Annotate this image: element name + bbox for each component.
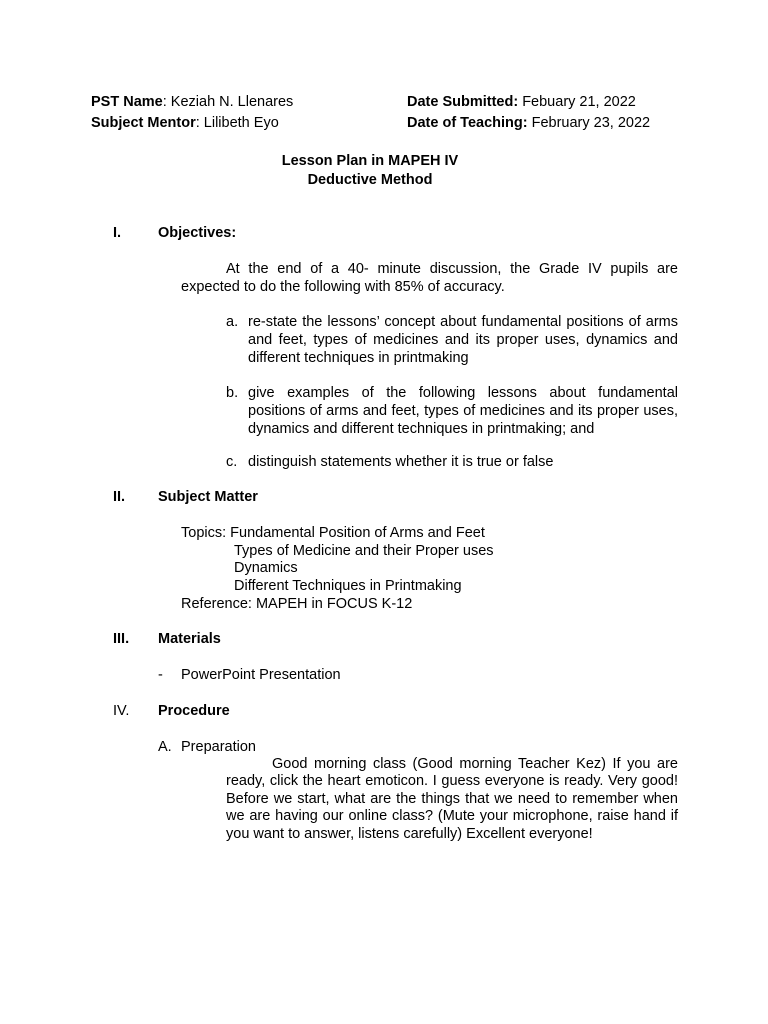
topics-line: Topics: Fundamental Position of Arms and Feet — [181, 525, 485, 541]
objectives-intro-line1: At the end of a 40- minute discussion, the Grade IV pupils are — [226, 261, 678, 277]
date-submitted-value: Febuary 21, 2022 — [518, 94, 636, 110]
subject-mentor-line — [91, 114, 279, 132]
date-submitted-line — [407, 93, 636, 111]
document-title: Lesson Plan in MAPEH IV — [281, 153, 459, 169]
section-number-objectives: I. — [113, 225, 122, 241]
section-heading-procedure: Procedure — [158, 703, 230, 719]
date-teaching-value: February 23, 2022 — [527, 115, 651, 131]
topic-item: Types of Medicine and their Proper uses — [234, 543, 494, 559]
section-number-procedure: IV. — [113, 703, 130, 719]
pst-name-line — [91, 93, 293, 111]
section-heading-materials: Materials — [158, 631, 221, 647]
topic-item: Different Techniques in Printmaking — [234, 578, 462, 594]
objectives-intro-line2: expected to do the following with 85% of accuracy. — [181, 279, 505, 295]
topic-item: Dynamics — [234, 560, 298, 576]
objective-c-marker: c. — [226, 454, 238, 470]
objective-c-text: distinguish statements whether it is true or false — [248, 454, 554, 470]
procedure-sub-heading: Preparation — [181, 739, 256, 755]
objective-a-marker: a. — [226, 314, 239, 330]
procedure-sub-marker: A. — [158, 739, 172, 755]
objective-b-text: give examples of the following lessons about fundamental positions of arms and feet, types of medicines and its proper uses, dynamics and different techniques in printmaking; and — [248, 385, 678, 437]
materials-item: PowerPoint Presentation — [181, 667, 341, 683]
objective-a-text: re-state the lessons’ concept about fundamental positions of arms and feet, types of medicines and its proper uses, dynamics and different techniques in printmaking — [248, 314, 678, 366]
subject-mentor-label: Subject Mentor — [91, 115, 196, 131]
section-number-subject-matter: II. — [113, 489, 126, 505]
reference-line: Reference: MAPEH in FOCUS K-12 — [181, 596, 413, 612]
preparation-paragraph-first-line: Good morning class (Good morning Teacher Kez) If you are — [272, 756, 678, 772]
section-heading-subject-matter: Subject Matter — [158, 489, 258, 505]
section-heading-objectives: Objectives: — [158, 225, 237, 241]
date-submitted-label: Date Submitted: — [407, 94, 519, 110]
document-subtitle: Deductive Method — [307, 172, 433, 188]
section-number-materials: III. — [113, 631, 130, 647]
pst-name-value: : Keziah N. Llenares — [162, 94, 294, 110]
preparation-paragraph: ready, click the heart emoticon. I guess everyone is ready. Very good! Before we start, what are the things that we need to remember when we are having our online class? (Mute your microphone, raise hand if you want to answer, listens carefully) Excellent everyone! — [226, 773, 678, 842]
objective-b-marker: b. — [226, 385, 239, 401]
date-teaching-line — [407, 114, 650, 132]
subject-mentor-value: : Lilibeth Eyo — [195, 115, 279, 131]
date-teaching-label: Date of Teaching: — [407, 115, 528, 131]
materials-bullet: - — [158, 667, 163, 683]
pst-name-label: PST Name — [91, 94, 163, 110]
